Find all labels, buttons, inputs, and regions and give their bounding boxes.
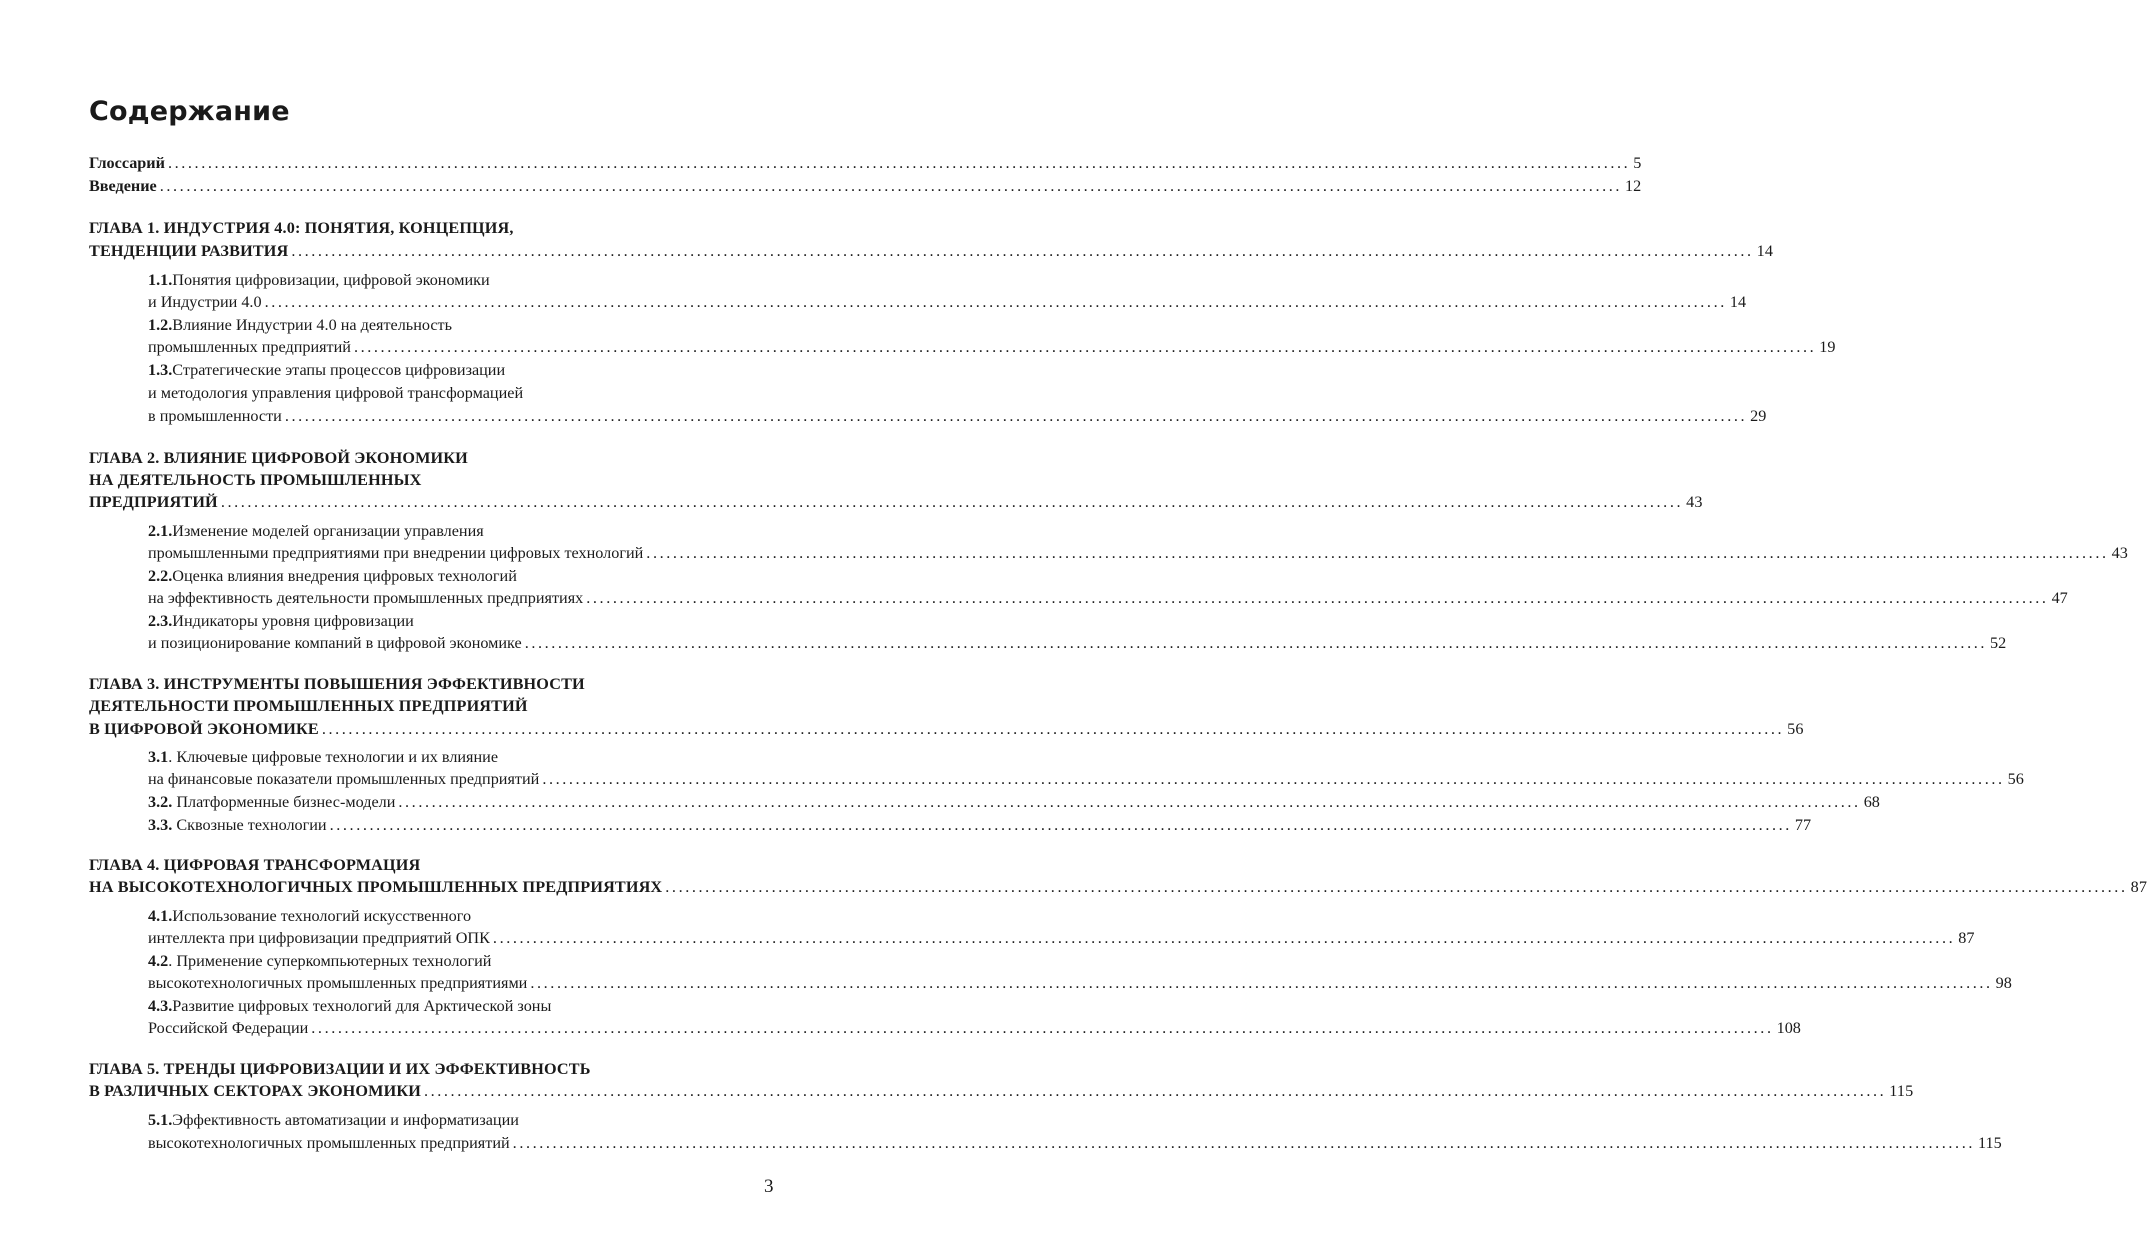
chapter-2-title: ГЛАВА 2. ВЛИЯНИЕ ЦИФРОВОЙ ЭКОНОМИКИ (89, 449, 468, 467)
toc-entry-label: НА ВЫСОКОТЕХНОЛОГИЧНЫХ ПРОМЫШЛЕННЫХ ПРЕДПРИЯТИЯХ (89, 878, 663, 896)
section-title: . Ключевые цифровые технологии и их влияние (168, 748, 499, 766)
page-ref: 19 (1819, 338, 1836, 356)
section-1-3-cont: и методология управления цифровой трансформацией (148, 384, 524, 402)
chapter-3-title-end (89, 718, 1804, 740)
toc-entry-glossary (89, 152, 1642, 174)
section-4-2 (148, 950, 491, 972)
dot-leader: ............................................................................................................................................................................................................................ (512, 1134, 1975, 1152)
section-1-3 (148, 359, 505, 381)
chapter-3-title: ГЛАВА 3. ИНСТРУМЕНТЫ ПОВЫШЕНИЯ ЭФФЕКТИВНОСТИ (89, 675, 585, 693)
page-ref: 115 (1889, 1082, 1914, 1100)
section-number: 3.3. (148, 816, 173, 834)
section-2-2-end (148, 587, 2068, 609)
page-ref: 43 (2111, 544, 2128, 562)
section-number: 1.2. (148, 316, 173, 334)
page-ref: 68 (1863, 793, 1880, 811)
page-ref: 12 (1625, 177, 1642, 195)
toc-entry-label: ТЕНДЕНЦИИ РАЗВИТИЯ (89, 242, 289, 260)
section-1-2 (148, 314, 452, 336)
section-title (148, 814, 327, 836)
chapter-5-title-end (89, 1080, 1914, 1102)
section-3-1 (148, 746, 498, 768)
chapter-2-title-end (89, 491, 1703, 513)
section-2-3-end (148, 632, 2007, 654)
section-4-3-end (148, 1017, 1801, 1039)
page-ref: 47 (2051, 589, 2068, 607)
section-1-1 (148, 269, 490, 291)
section-title (148, 791, 395, 813)
page-ref: 29 (1750, 407, 1767, 425)
section-title: промышленными предприятиями при внедрении цифровых технологий (148, 544, 644, 562)
dot-leader: ............................................................................................................................................................................................................................ (353, 338, 1817, 356)
section-1-2-end (148, 336, 1836, 358)
section-title: Индикаторы уровня цифровизации (172, 612, 414, 630)
page-number: 3 (764, 1176, 774, 1197)
section-4-3 (148, 995, 551, 1017)
section-title-text: Сквозные технологии (172, 816, 327, 834)
page-ref: 14 (1756, 242, 1774, 260)
section-title: . Применение суперкомпьютерных технологий (168, 952, 492, 970)
section-number: 3.1 (148, 748, 169, 766)
section-number: 3.2. (148, 793, 173, 811)
section-number: 4.2 (148, 952, 169, 970)
page-title: Содержание (89, 96, 290, 127)
dot-leader: ............................................................................................................................................................................................................................ (586, 589, 2049, 607)
dot-leader: ............................................................................................................................................................................................................................ (264, 293, 1727, 311)
section-5-1 (148, 1109, 519, 1131)
dot-leader: ............................................................................................................................................................................................................................ (646, 544, 2109, 562)
section-number: 4.3. (148, 997, 173, 1015)
section-title: в промышленности (148, 407, 282, 425)
chapter-4-title-end (89, 876, 2147, 898)
section-1-3-end (148, 405, 1767, 427)
dot-leader: ............................................................................................................................................................................................................................ (542, 770, 2005, 788)
section-title: интеллекта при цифровизации предприятий ОПК (148, 929, 490, 947)
section-number: 2.2. (148, 567, 173, 585)
section-title: Российской Федерации (148, 1019, 309, 1037)
dot-leader: ............................................................................................................................................................................................................................ (321, 720, 1785, 738)
page-ref: 115 (1977, 1134, 2002, 1152)
dot-leader: ............................................................................................................................................................................................................................ (220, 493, 1684, 511)
page-ref: 87 (2130, 878, 2147, 896)
dot-leader: ............................................................................................................................................................................................................................ (530, 974, 1993, 992)
page-ref: 108 (1776, 1019, 1801, 1037)
dot-leader: ............................................................................................................................................................................................................................ (423, 1082, 1887, 1100)
section-title: Изменение моделей организации управления (172, 522, 484, 540)
section-4-1 (148, 905, 471, 927)
section-5-1-end (148, 1132, 2002, 1154)
section-number: 2.1. (148, 522, 173, 540)
chapter-5-title: ГЛАВА 5. ТРЕНДЫ ЦИФРОВИЗАЦИИ И ИХ ЭФФЕКТИВНОСТЬ (89, 1060, 591, 1078)
dot-leader: ............................................................................................................................................................................................................................ (329, 816, 1792, 834)
toc-entry-label: Глоссарий (89, 154, 165, 172)
chapter-3-title-cont: ДЕЯТЕЛЬНОСТИ ПРОМЫШЛЕННЫХ ПРЕДПРИЯТИЙ (89, 697, 528, 715)
section-4-1-end (148, 927, 1975, 949)
section-2-1 (148, 520, 484, 542)
section-title: Понятия цифровизации, цифровой экономики (172, 271, 490, 289)
page-ref: 56 (2007, 770, 2024, 788)
dot-leader: ............................................................................................................................................................................................................................ (159, 177, 1623, 195)
toc-entry-label: В ЦИФРОВОЙ ЭКОНОМИКЕ (89, 720, 319, 738)
chapter-1-title-end (89, 240, 1774, 262)
section-3-2 (148, 791, 1880, 813)
section-1-1-end (148, 291, 1747, 313)
chapter-4-title: ГЛАВА 4. ЦИФРОВАЯ ТРАНСФОРМАЦИЯ (89, 856, 421, 874)
dot-leader: ............................................................................................................................................................................................................................ (291, 242, 1754, 260)
dot-leader: ............................................................................................................................................................................................................................ (492, 929, 1956, 947)
dot-leader: ............................................................................................................................................................................................................................ (167, 154, 1631, 172)
section-number: 1.3. (148, 361, 173, 379)
section-title: на эффективность деятельности промышленных предприятиях (148, 589, 584, 607)
section-title: Эффективность автоматизации и информатизации (172, 1111, 519, 1129)
section-3-1-end (148, 768, 2024, 790)
section-title: Влияние Индустрии 4.0 на деятельность (172, 316, 452, 334)
toc-entry-label: В РАЗЛИЧНЫХ СЕКТОРАХ ЭКОНОМИКИ (89, 1082, 421, 1100)
toc-entry-intro (89, 175, 1642, 197)
dot-leader: ............................................................................................................................................................................................................................ (284, 407, 1748, 425)
page-ref: 56 (1787, 720, 1804, 738)
section-2-2 (148, 565, 517, 587)
page-ref: 43 (1686, 493, 1703, 511)
section-4-2-end (148, 972, 2012, 994)
section-title: Использование технологий искусственного (172, 907, 472, 925)
section-title: промышленных предприятий (148, 338, 351, 356)
section-number: 2.3. (148, 612, 173, 630)
page-ref: 5 (1633, 154, 1642, 172)
dot-leader: ............................................................................................................................................................................................................................ (398, 793, 1861, 811)
dot-leader: ............................................................................................................................................................................................................................ (311, 1019, 1774, 1037)
chapter-2-title-cont: НА ДЕЯТЕЛЬНОСТЬ ПРОМЫШЛЕННЫХ (89, 471, 422, 489)
section-number: 4.1. (148, 907, 173, 925)
section-number: 5.1. (148, 1111, 173, 1129)
dot-leader: ............................................................................................................................................................................................................................ (665, 878, 2128, 896)
section-number: 1.1. (148, 271, 173, 289)
section-title: Оценка влияния внедрения цифровых технологий (172, 567, 517, 585)
dot-leader: ............................................................................................................................................................................................................................ (524, 634, 1988, 652)
section-2-1-end (148, 542, 2128, 564)
section-title-text: Платформенные бизнес-модели (172, 793, 396, 811)
page-ref: 87 (1958, 929, 1975, 947)
toc-entry-label: ПРЕДПРИЯТИЙ (89, 493, 218, 511)
section-title: и Индустрии 4.0 (148, 293, 262, 311)
section-title: высокотехнологичных промышленных предприятий (148, 1134, 510, 1152)
page-ref: 77 (1794, 816, 1812, 834)
section-3-3 (148, 814, 1812, 836)
section-title: высокотехнологичных промышленных предприятиями (148, 974, 528, 992)
page-ref: 98 (1995, 974, 2012, 992)
toc-entry-label: Введение (89, 177, 157, 195)
page-ref: 14 (1729, 293, 1747, 311)
section-title: на финансовые показатели промышленных предприятий (148, 770, 540, 788)
chapter-1-title: ГЛАВА 1. ИНДУСТРИЯ 4.0: ПОНЯТИЯ, КОНЦЕПЦИЯ, (89, 219, 514, 237)
page-ref: 52 (1990, 634, 2007, 652)
section-title: Стратегические этапы процессов цифровизации (172, 361, 506, 379)
section-title: и позиционирование компаний в цифровой экономике (148, 634, 522, 652)
section-title: Развитие цифровых технологий для Арктической зоны (172, 997, 552, 1015)
section-2-3 (148, 610, 414, 632)
